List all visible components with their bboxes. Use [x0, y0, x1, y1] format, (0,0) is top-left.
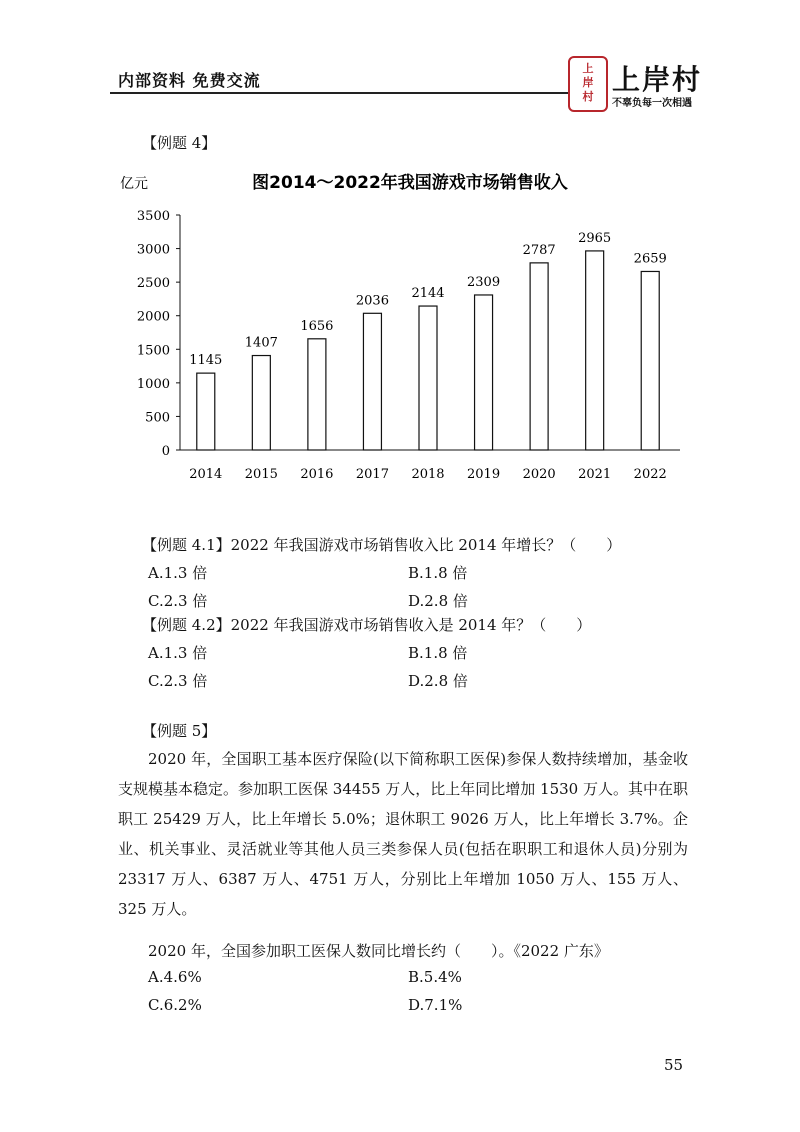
q42-option-a[interactable]: A.1.3 倍 [148, 644, 208, 662]
y-tick-label: 3000 [136, 242, 170, 258]
example4-label: 【例题 4】 [142, 134, 217, 152]
q41-option-b[interactable]: B.1.8 倍 [408, 564, 468, 582]
y-tick-label: 1000 [136, 376, 170, 392]
x-tick-label-2017: 2017 [355, 467, 389, 482]
logo [568, 56, 708, 112]
chart-ylabel: 亿元 [120, 176, 148, 192]
data-label-2017: 2036 [355, 293, 389, 309]
logo-seal-char: 岸 [582, 76, 594, 89]
y-tick-label: 2500 [136, 276, 170, 292]
data-label-2019: 2309 [467, 274, 501, 290]
data-label-2015: 1407 [244, 335, 278, 351]
q42-option-d[interactable]: D.2.8 倍 [408, 672, 468, 690]
x-tick-label-2015: 2015 [244, 467, 278, 482]
data-label-2021: 2965 [578, 230, 612, 246]
bar-2020 [530, 263, 548, 450]
data-label-2022: 2659 [633, 251, 667, 267]
logo-title: 上岸村 [612, 63, 703, 96]
logo-seal [568, 56, 608, 112]
data-label-2016: 1656 [300, 318, 334, 334]
q41-stem: 【例题 4.1】2022 年我国游戏市场销售收入比 2014 年增长？（ ） [142, 536, 622, 554]
bar-2021 [586, 251, 604, 450]
x-tick-label-2022: 2022 [633, 467, 667, 482]
q42-option-b[interactable]: B.1.8 倍 [408, 644, 468, 662]
q41-option-a[interactable]: A.1.3 倍 [148, 564, 208, 582]
y-tick-label: 0 [161, 444, 170, 459]
bar-2017 [363, 313, 381, 450]
data-label-2020: 2787 [522, 242, 556, 258]
bar-2015 [252, 356, 270, 450]
x-tick-label-2019: 2019 [467, 467, 501, 482]
example5-question: 2020 年，全国参加职工医保人数同比增长约（ ）。《2022 广东》 [148, 942, 609, 960]
example5-label: 【例题 5】 [142, 722, 217, 740]
bar-2016 [308, 339, 326, 450]
q41-option-c[interactable]: C.2.3 倍 [148, 592, 208, 610]
q41-option-d[interactable]: D.2.8 倍 [408, 592, 468, 610]
bar-2022 [641, 271, 659, 450]
x-tick-label-2014: 2014 [189, 467, 223, 482]
chart-title: 图2014～2022年我国游戏市场销售收入 [252, 173, 568, 193]
bar-2018 [419, 306, 437, 450]
q5-option-b[interactable]: B.5.4% [408, 968, 462, 986]
y-tick-label: 2000 [136, 309, 170, 325]
data-label-2014: 1145 [189, 353, 223, 369]
x-tick-label-2020: 2020 [522, 467, 556, 482]
x-tick-label-2016: 2016 [300, 467, 334, 482]
y-tick-label: 3500 [136, 209, 170, 224]
header-text: 内部资料 免费交流 [118, 71, 261, 90]
logo-seal-char: 上 [582, 62, 594, 75]
page-number: 55 [664, 1056, 684, 1074]
logo-slogan: 不辜负每一次相遇 [612, 98, 692, 109]
example5-paragraph: 2020 年，全国职工基本医疗保险(以下简称职工医保)参保人数持续增加，基金收支规模基本稳定。参加职工医保 34455 万人，比上年同比增加 1530 万人。其中在职职工 25429 万人，比上年增长 5.0%；退休职工 9026 万人，比上年增长 3.7%。企业、机关事业、灵活就业等其他人员三类参保人员(包括在职职工和退休人员)分别为 23317 万人、6387 万人、4751 万人，分别比上年增加 1050 万人、155 万人、325 万人。 [118, 750, 688, 918]
header-rule [110, 92, 580, 94]
y-tick-label: 1500 [136, 343, 170, 359]
q5-option-c[interactable]: C.6.2% [148, 996, 202, 1014]
y-tick-label: 500 [145, 410, 170, 426]
bar-2019 [475, 295, 493, 450]
q42-stem: 【例题 4.2】2022 年我国游戏市场销售收入是 2014 年？（ ） [142, 616, 592, 634]
q42-option-c[interactable]: C.2.3 倍 [148, 672, 208, 690]
bar-2014 [197, 373, 215, 450]
q5-option-a[interactable]: A.4.6% [148, 968, 202, 986]
data-label-2018: 2144 [411, 286, 445, 302]
q5-option-d[interactable]: D.7.1% [408, 996, 463, 1014]
logo-seal-char: 村 [582, 90, 594, 103]
x-tick-label-2021: 2021 [578, 467, 612, 482]
example5-passage [118, 744, 688, 924]
x-tick-label-2018: 2018 [411, 467, 445, 482]
bar-chart [0, 160, 800, 500]
